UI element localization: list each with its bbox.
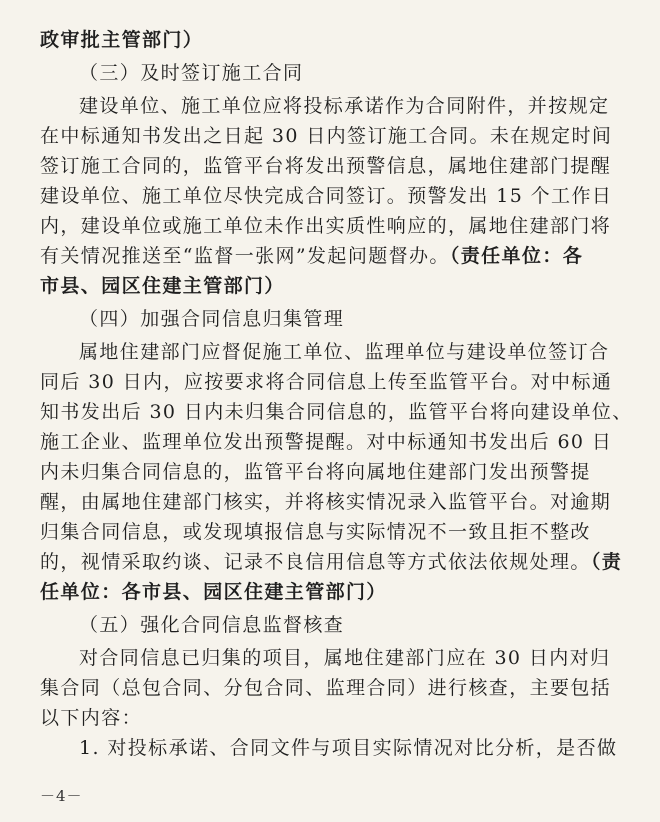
text-segment: 的，视情采取约谈、记录不良信用信息等方式依法依规处理。	[40, 551, 591, 573]
responsibility-label: （责任单位：各	[449, 245, 584, 267]
text-line: 同后 30 日内，应按要求将合同信息上传至监管平台。对中标通	[40, 371, 613, 393]
text-line: 施工企业、监理单位发出预警提醒。对中标通知书发出后 60 日	[40, 431, 613, 453]
text-line: 集合同（总包合同、分包合同、监理合同）进行核查，主要包括	[40, 677, 612, 699]
list-item: 1. 对投标承诺、合同文件与项目实际情况对比分析，是否做	[79, 737, 618, 759]
text-line: 以下内容：	[40, 707, 143, 729]
text-line: 知书发出后 30 日内未归集合同信息的，监管平台将向建设单位、	[40, 401, 633, 423]
text-line: 政审批主管部门）	[40, 29, 204, 51]
text-line: 建设单位、施工单位尽快完成合同签订。预警发出 15 个工作日	[40, 185, 613, 207]
text-segment: 有关情况推送至“监督一张网”发起问题督办。	[40, 245, 450, 267]
section-heading-3: （三）及时签订施工合同	[79, 62, 304, 84]
text-line	[40, 550, 621, 574]
text-line: 归集合同信息，或发现填报信息与实际情况不一致且拒不整改	[40, 521, 591, 543]
text-line: 在中标通知书发出之日起 30 日内签订施工合同。未在规定时间	[40, 125, 613, 147]
text-line: 属地住建部门应督促施工单位、监理单位与建设单位签订合	[79, 341, 610, 363]
section-heading-4: （四）加强合同信息归集管理	[79, 308, 345, 330]
text-line: 签订施工合同的，监管平台将发出预警信息，属地住建部门提醒	[40, 155, 612, 177]
responsibility-label: （责	[590, 551, 623, 573]
text-line: 内，建设单位或施工单位未作出实质性响应的，属地住建部门将	[40, 215, 612, 237]
text-line: 建设单位、施工单位应将投标承诺作为合同附件，并按规定	[79, 95, 610, 117]
text-line: 醒，由属地住建部门核实，并将核实情况录入监管平台。对逾期	[40, 491, 612, 513]
text-line	[40, 244, 621, 268]
section-heading-5: （五）强化合同信息监督核查	[79, 614, 345, 636]
page-number: －4－	[40, 787, 83, 805]
responsibility-unit: 市县、园区住建主管部门）	[40, 275, 285, 297]
responsibility-unit: 任单位：各市县、园区住建主管部门）	[40, 581, 387, 603]
text-line: 内未归集合同信息的，监管平台将向属地住建部门发出预警提	[40, 461, 591, 483]
text-line: 对合同信息已归集的项目，属地住建部门应在 30 日内对归	[79, 647, 611, 669]
